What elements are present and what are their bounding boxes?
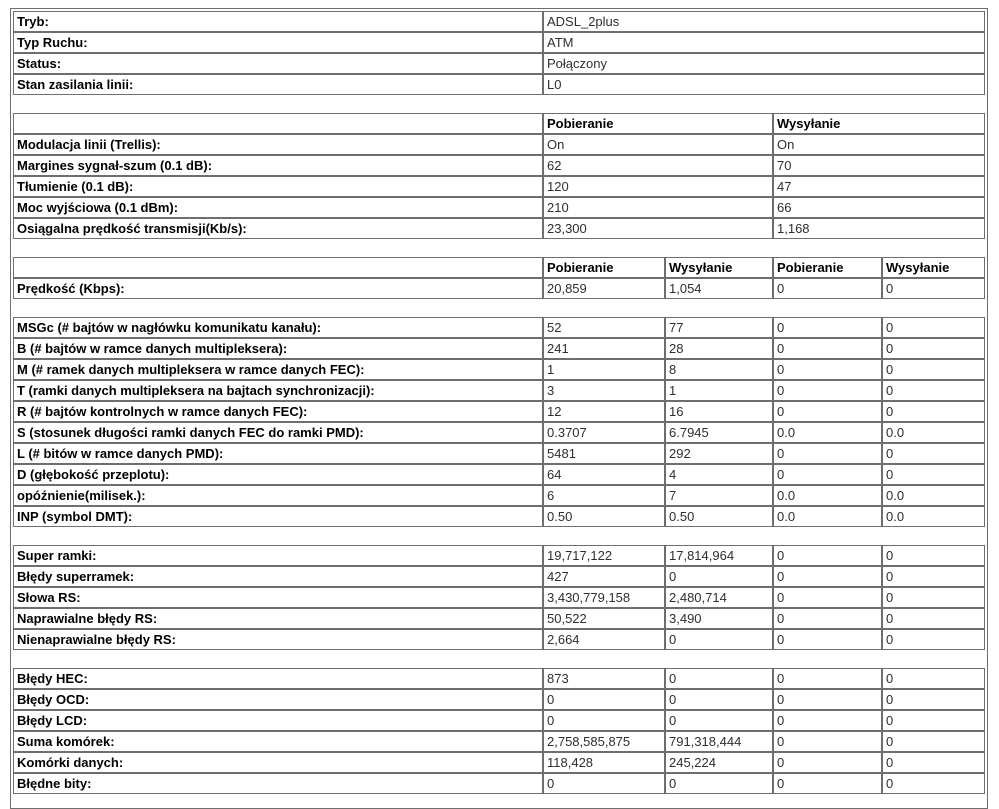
value-cell: 7 [665,485,773,506]
value-cell: 873 [543,668,665,689]
table-row [13,317,985,338]
value-cell: 0 [882,773,985,794]
value-cell: Połączony [543,53,985,74]
value-cell: 0 [665,689,773,710]
column-header-row [13,113,985,134]
value-cell: 0 [882,464,985,485]
table-row [13,443,985,464]
value-cell: 0 [882,668,985,689]
value-cell: 0 [665,566,773,587]
value-cell: 118,428 [543,752,665,773]
table-row [13,545,985,566]
value-cell: 12 [543,401,665,422]
section-separator [13,650,985,668]
value-cell: 0 [773,689,882,710]
table-row [13,176,985,197]
row-label: Błędy LCD: [13,710,543,731]
value-cell: 0 [773,359,882,380]
status-table-section-4 [13,257,985,299]
value-cell: 0 [882,566,985,587]
table-row [13,380,985,401]
row-label: Stan zasilania linii: [13,74,543,95]
value-cell: 0 [882,689,985,710]
adsl-status-page [10,8,988,809]
row-label: Błędy HEC: [13,668,543,689]
column-header: Wysyłanie [882,257,985,278]
row-label: Naprawialne błędy RS: [13,608,543,629]
value-cell: 0 [882,359,985,380]
table-row [13,506,985,527]
value-cell: 0 [773,545,882,566]
value-cell: 0 [773,629,882,650]
row-label: opóźnienie(milisek.): [13,485,543,506]
value-cell: 0.0 [773,485,882,506]
value-cell: 20,859 [543,278,665,299]
value-cell: 28 [665,338,773,359]
row-label: Komórki danych: [13,752,543,773]
value-cell: 0 [882,608,985,629]
value-cell: 52 [543,317,665,338]
value-cell: 0 [882,545,985,566]
value-cell: 0 [543,773,665,794]
row-label: Status: [13,53,543,74]
value-cell: 0 [882,710,985,731]
value-cell: 0 [773,731,882,752]
table-row [13,608,985,629]
value-cell: On [543,134,773,155]
row-label: B (# bajtów w ramce danych multipleksera): [13,338,543,359]
table-row [13,773,985,794]
row-label: Słowa RS: [13,587,543,608]
table-row [13,401,985,422]
value-cell: 0 [773,443,882,464]
table-row [13,53,985,74]
table-row [13,155,985,176]
table-row [13,710,985,731]
table-row [13,32,985,53]
value-cell: 0 [543,689,665,710]
value-cell: 791,318,444 [665,731,773,752]
value-cell: 1,168 [773,218,985,239]
value-cell: 0 [882,278,985,299]
row-label: Super ramki: [13,545,543,566]
value-cell: 0.0 [773,506,882,527]
row-label: Błędne bity: [13,773,543,794]
row-label: D (głębokość przeplotu): [13,464,543,485]
row-label: R (# bajtów kontrolnych w ramce danych FEC): [13,401,543,422]
table-row [13,278,985,299]
section-separator [13,239,985,257]
value-cell: ATM [543,32,985,53]
table-row [13,587,985,608]
table-row [13,359,985,380]
value-cell: 3,430,779,158 [543,587,665,608]
row-label: Nienaprawialne błędy RS: [13,629,543,650]
value-cell: ADSL_2plus [543,11,985,32]
value-cell: 0.3707 [543,422,665,443]
table-row [13,422,985,443]
value-cell: 0 [882,401,985,422]
value-cell: 0 [773,278,882,299]
value-cell: 0 [543,710,665,731]
value-cell: On [773,134,985,155]
value-cell: 77 [665,317,773,338]
column-header: Wysyłanie [665,257,773,278]
value-cell: 66 [773,197,985,218]
row-label: Osiągalna prędkość transmisji(Kb/s): [13,218,543,239]
value-cell: 5481 [543,443,665,464]
value-cell: 120 [543,176,773,197]
value-cell: 0 [773,587,882,608]
value-cell: 0 [882,380,985,401]
section-separator [13,527,985,545]
value-cell: 0 [773,317,882,338]
value-cell: 0 [882,338,985,359]
row-label: Typ Ruchu: [13,32,543,53]
table-row [13,134,985,155]
row-label: Prędkość (Kbps): [13,278,543,299]
value-cell: 0 [773,464,882,485]
row-label: Błędy OCD: [13,689,543,710]
column-header: Pobieranie [773,257,882,278]
value-cell: 0 [882,587,985,608]
value-cell: 8 [665,359,773,380]
status-table-section-6 [13,317,985,527]
column-header-row [13,257,985,278]
value-cell: 70 [773,155,985,176]
value-cell: 0.50 [543,506,665,527]
value-cell: 50,522 [543,608,665,629]
section-separator [13,299,985,317]
status-table-section-2 [13,113,985,239]
value-cell: 0 [773,710,882,731]
value-cell: 0 [665,668,773,689]
table-row [13,464,985,485]
value-cell: 210 [543,197,773,218]
status-table-section-8 [13,545,985,650]
row-label: Margines sygnał-szum (0.1 dB): [13,155,543,176]
column-header: Pobieranie [543,257,665,278]
value-cell: 0.50 [665,506,773,527]
column-header: Wysyłanie [773,113,985,134]
row-label: Modulacja linii (Trellis): [13,134,543,155]
table-row [13,338,985,359]
value-cell: 0 [773,608,882,629]
value-cell: 4 [665,464,773,485]
table-row [13,731,985,752]
value-cell: 241 [543,338,665,359]
value-cell: 3 [543,380,665,401]
row-label: INP (symbol DMT): [13,506,543,527]
row-label: Tryb: [13,11,543,32]
value-cell: 292 [665,443,773,464]
value-cell: 1 [543,359,665,380]
header-spacer-cell [13,113,543,134]
table-row [13,11,985,32]
value-cell: 0 [665,710,773,731]
value-cell: 16 [665,401,773,422]
row-label: T (ramki danych multipleksera na bajtach synchronizacji): [13,380,543,401]
value-cell: 62 [543,155,773,176]
value-cell: 0 [773,668,882,689]
value-cell: 0 [665,629,773,650]
value-cell: 3,490 [665,608,773,629]
value-cell: 0 [882,443,985,464]
value-cell: 1,054 [665,278,773,299]
table-row [13,566,985,587]
value-cell: 0 [773,566,882,587]
value-cell: 245,224 [665,752,773,773]
table-row [13,197,985,218]
value-cell: 6.7945 [665,422,773,443]
value-cell: 0 [773,773,882,794]
row-label: S (stosunek długości ramki danych FEC do ramki PMD): [13,422,543,443]
value-cell: 2,758,585,875 [543,731,665,752]
table-row [13,752,985,773]
value-cell: 2,664 [543,629,665,650]
value-cell: 0.0 [773,422,882,443]
table-row [13,689,985,710]
value-cell: 23,300 [543,218,773,239]
value-cell: 64 [543,464,665,485]
table-row [13,629,985,650]
value-cell: 427 [543,566,665,587]
row-label: L (# bitów w ramce danych PMD): [13,443,543,464]
value-cell: L0 [543,74,985,95]
row-label: M (# ramek danych multipleksera w ramce danych FEC): [13,359,543,380]
status-table-section-0 [13,11,985,95]
value-cell: 0 [882,317,985,338]
value-cell: 1 [665,380,773,401]
table-row [13,485,985,506]
value-cell: 47 [773,176,985,197]
table-row [13,668,985,689]
value-cell: 0 [773,752,882,773]
section-separator [13,95,985,113]
value-cell: 17,814,964 [665,545,773,566]
value-cell: 0.0 [882,485,985,506]
row-label: Tłumienie (0.1 dB): [13,176,543,197]
value-cell: 0 [773,338,882,359]
value-cell: 2,480,714 [665,587,773,608]
status-table-section-10 [13,668,985,794]
row-label: Błędy superramek: [13,566,543,587]
value-cell: 0.0 [882,506,985,527]
value-cell: 0 [773,401,882,422]
value-cell: 0 [882,629,985,650]
table-row [13,218,985,239]
row-label: Moc wyjściowa (0.1 dBm): [13,197,543,218]
table-row [13,74,985,95]
value-cell: 0 [882,731,985,752]
header-spacer-cell [13,257,543,278]
row-label: Suma komórek: [13,731,543,752]
column-header: Pobieranie [543,113,773,134]
value-cell: 0 [882,752,985,773]
row-label: MSGc (# bajtów w nagłówku komunikatu kanału): [13,317,543,338]
value-cell: 0.0 [882,422,985,443]
value-cell: 0 [773,380,882,401]
value-cell: 19,717,122 [543,545,665,566]
value-cell: 0 [665,773,773,794]
value-cell: 6 [543,485,665,506]
